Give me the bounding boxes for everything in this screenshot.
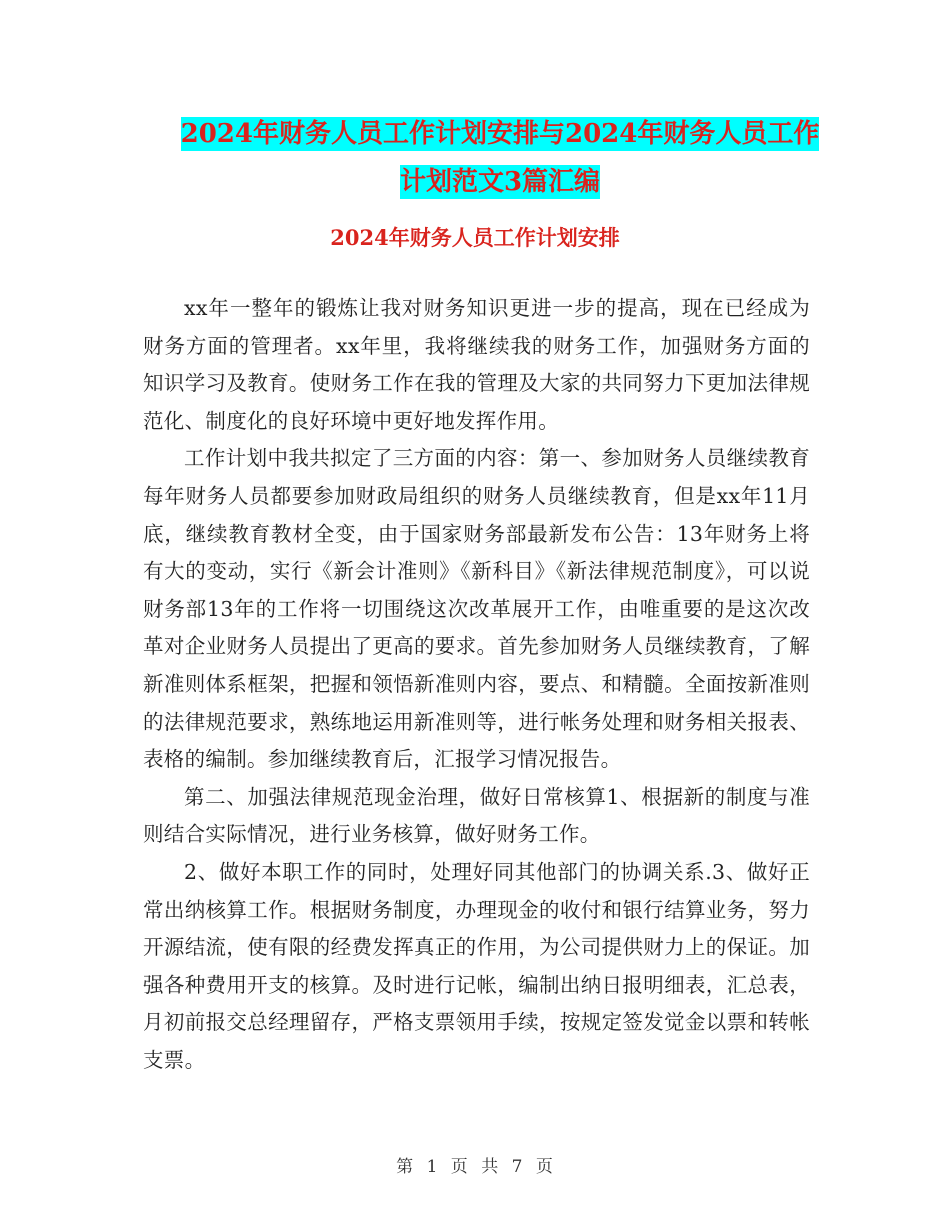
paragraph: 工作计划中我共拟定了三方面的内容：第一、参加财务人员继续教育每年财务人员都要参加财政局组织的财务人员继续教育，但是xx年11月底，继续教育教材全变，由于国家财务部最新发布公告：13年财务上将有大的变动，实行《新会计准则》《新科目》《新法律规范制度》，可以说财务部13年的工作将一切围绕这次改革展开工作，由唯重要的是这次改革对企业财务人员提出了更高的要求。首先参加财务人员继续教育，了解新准则体系框架，把握和领悟新准则内容，要点、和精髓。全面按新准则的法律规范要求，熟练地运用新准则等，进行帐务处理和财务相关报表、表格的编制。参加继续教育后，汇报学习情况报告。 [143, 446, 810, 772]
paragraph: 第二、加强法律规范现金治理，做好日常核算1、根据新的制度与准则结合实际情况，进行业务核算，做好财务工作。 [143, 784, 810, 847]
document-title-line-1: 2024年财务人员工作计划安排与2024年财务人员工作 [180, 119, 820, 149]
section-title: 2024年财务人员工作计划安排 [330, 225, 620, 250]
paragraph: 2、做好本职工作的同时，处理好同其他部门的协调关系.3、做好正常出纳核算工作。根据财务制度，办理现金的收付和银行结算业务，努力开源结流，使有限的经费发挥真正的作用，为公司提供财力上的保证。加强各种费用开支的核算。及时进行记帐，编制出纳日报明细表，汇总表，月初前报交总经理留存，严格支票领用手续，按规定签发觉金以票和转帐支票。 [143, 859, 810, 1072]
paragraph: xx年一整年的锻炼让我对财务知识更进一步的提高，现在已经成为财务方面的管理者。xx年里，我将继续我的财务工作，加强财务方面的知识学习及教育。使财务工作在我的管理及大家的共同努力下更加法律规范化、制度化的良好环境中更好地发挥作用。 [143, 296, 810, 433]
page-footer: 第 1 页 共 7 页 [396, 1157, 554, 1177]
document-title [140, 110, 860, 206]
document-title-line-2: 计划范文3篇汇编 [399, 167, 601, 197]
document-body [143, 290, 810, 1079]
